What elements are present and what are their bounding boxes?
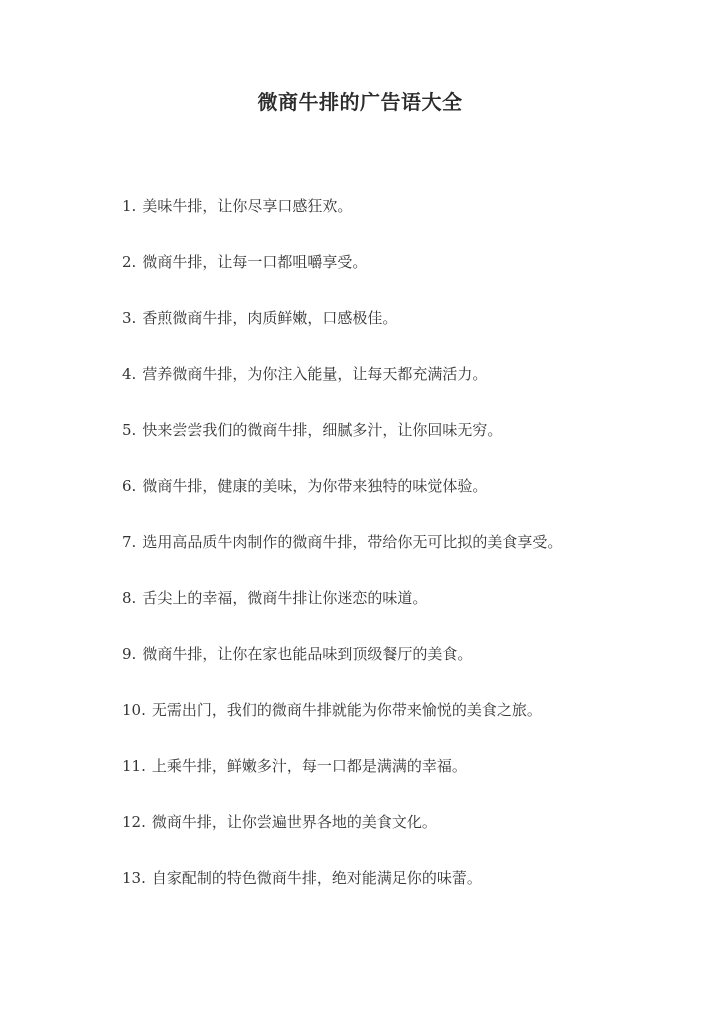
item-number: 10. xyxy=(122,701,146,719)
item-text: 香煎微商牛排，肉质鲜嫩，口感极佳。 xyxy=(142,309,398,327)
item-text: 营养微商牛排，为你注入能量，让每天都充满活力。 xyxy=(142,365,488,383)
item-text: 上乘牛排，鲜嫩多汁，每一口都是满满的幸福。 xyxy=(151,757,467,775)
item-number: 11. xyxy=(122,757,146,775)
list-item xyxy=(122,362,682,418)
item-number: 7. xyxy=(122,533,137,551)
list-item xyxy=(122,866,682,922)
list-item xyxy=(122,698,682,754)
item-text: 微商牛排，健康的美味，为你带来独特的味觉体验。 xyxy=(142,477,488,495)
item-number: 1. xyxy=(122,197,137,215)
item-text: 舌尖上的幸福，微商牛排让你迷恋的味道。 xyxy=(142,589,428,607)
page-title: 微商牛排的广告语大全 xyxy=(257,90,463,114)
item-text: 快来尝尝我们的微商牛排，细腻多汁，让你回味无穷。 xyxy=(142,421,503,439)
item-text: 美味牛排，让你尽享口感狂欢。 xyxy=(142,197,353,215)
item-number: 5. xyxy=(122,421,137,439)
item-text: 微商牛排，让你尝遍世界各地的美食文化。 xyxy=(151,813,437,831)
item-number: 12. xyxy=(122,813,146,831)
list-item xyxy=(122,194,682,250)
item-text: 无需出门，我们的微商牛排就能为你带来愉悦的美食之旅。 xyxy=(151,701,542,719)
item-number: 8. xyxy=(122,589,137,607)
item-number: 2. xyxy=(122,253,137,271)
list-item xyxy=(122,250,682,306)
list-item xyxy=(122,642,682,698)
item-number: 3. xyxy=(122,309,137,327)
item-text: 微商牛排，让每一口都咀嚼享受。 xyxy=(142,253,368,271)
list-item xyxy=(122,474,682,530)
item-number: 13. xyxy=(122,869,146,887)
item-number: 6. xyxy=(122,477,137,495)
item-number: 9. xyxy=(122,645,137,663)
list-item xyxy=(122,810,682,866)
list-item xyxy=(122,754,682,810)
item-text: 选用高品质牛肉制作的微商牛排，带给你无可比拟的美食享受。 xyxy=(142,533,563,551)
slogan-list xyxy=(122,194,682,922)
list-item xyxy=(122,306,682,362)
list-item xyxy=(122,530,682,586)
list-item xyxy=(122,586,682,642)
item-number: 4. xyxy=(122,365,137,383)
item-text: 自家配制的特色微商牛排，绝对能满足你的味蕾。 xyxy=(151,869,482,887)
item-text: 微商牛排，让你在家也能品味到顶级餐厅的美食。 xyxy=(142,645,473,663)
list-item xyxy=(122,418,682,474)
